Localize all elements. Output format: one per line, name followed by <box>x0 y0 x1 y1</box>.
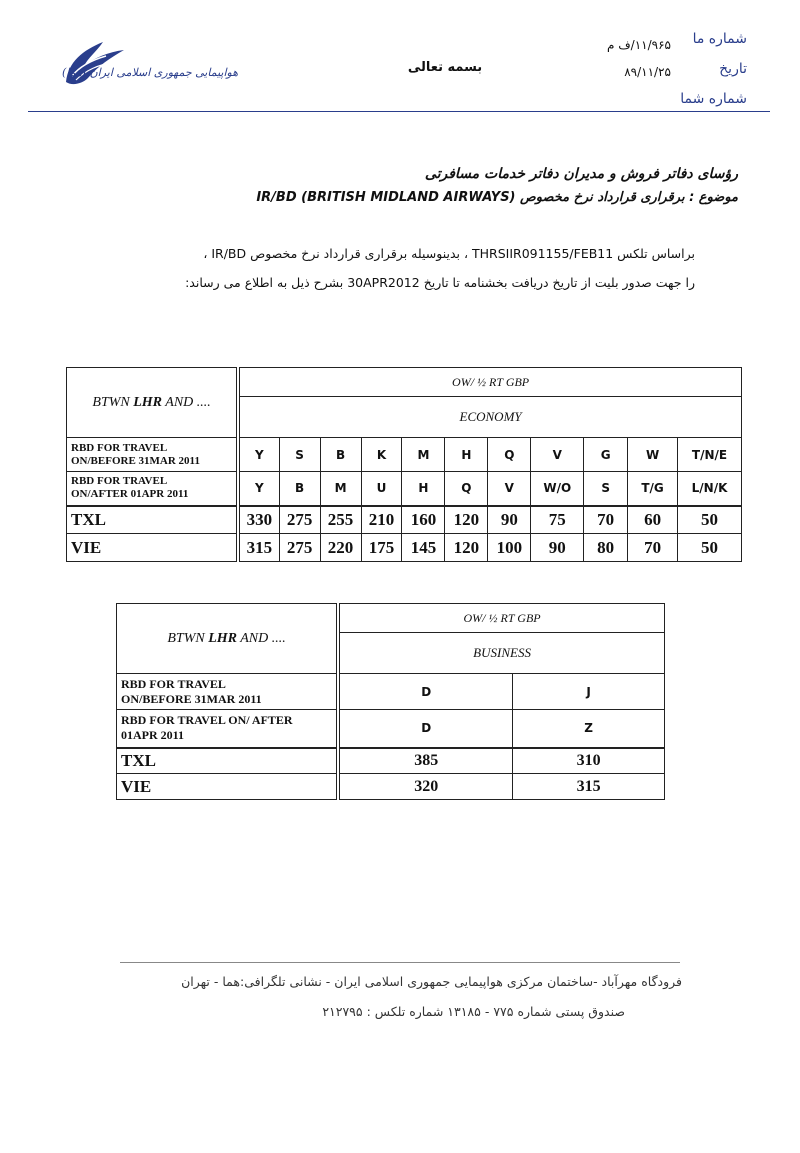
rbd-code: S <box>584 472 628 506</box>
btwn-prefix: BTWN <box>92 394 130 410</box>
fare-cell: 50 <box>678 506 742 534</box>
fare-cell: 120 <box>445 534 488 562</box>
rbd-before-label-line2: ON/BEFORE 31MAR 2011 <box>121 691 262 706</box>
destination-label: TXL <box>67 506 239 534</box>
btwn-suffix: AND .... <box>165 394 211 410</box>
your-number-label: شماره شما <box>680 91 747 107</box>
origin-city: LHR <box>208 630 237 646</box>
fare-basis-header: OW/ ½ RT GBP <box>238 368 741 397</box>
cabin-header: BUSINESS <box>338 633 664 674</box>
rbd-code: Z <box>513 710 665 748</box>
body-paragraph-2: را جهت صدور بلیت از تاریخ دریافت بخشنامه تا تاریخ 30APR2012 بشرح ذیل به اطلاع می رساند: <box>185 275 695 290</box>
rbd-before-row <box>67 438 742 472</box>
body-paragraph-1: براساس تلکس THRSIIR091155/FEB11 ، بدینوسیله برقراری قرارداد نرخ مخصوص IR/BD ، <box>203 246 695 261</box>
rbd-after-label-line1: RBD FOR TRAVEL <box>71 475 168 488</box>
fare-row-vie <box>117 774 665 800</box>
fare-row-txl <box>67 506 742 534</box>
rbd-before-label <box>117 674 339 710</box>
date-label: تاریخ <box>719 61 747 77</box>
rbd-code: B <box>279 472 320 506</box>
fare-row-vie <box>67 534 742 562</box>
rbd-code: H <box>402 472 445 506</box>
rbd-code: B <box>320 438 361 472</box>
business-fare-table <box>116 603 665 800</box>
rbd-code: V <box>531 438 584 472</box>
logo-caption: هواپیمایی جمهوری اسلامی ایران (هما) <box>62 66 238 79</box>
fare-cell: 210 <box>361 506 402 534</box>
fare-cell: 310 <box>513 748 665 774</box>
btwn-suffix: AND .... <box>240 630 286 646</box>
fare-cell: 70 <box>628 534 678 562</box>
rbd-code: S <box>279 438 320 472</box>
rbd-before-row <box>117 674 665 710</box>
basmala: بسمه تعالی <box>407 60 483 75</box>
fare-cell: 120 <box>445 506 488 534</box>
rbd-code: L/N/K <box>678 472 742 506</box>
rbd-after-label-line2: ON/AFTER 01APR 2011 <box>71 488 189 501</box>
homa-logo <box>58 32 238 102</box>
rbd-after-row <box>67 472 742 506</box>
reference-values <box>596 38 671 119</box>
rbd-code: T/N/E <box>678 438 742 472</box>
footer-address: فرودگاه مهرآباد -ساختمان مرکزی هواپیمایی جمهوری اسلامی ایران - نشانی تلگرافی:هما - تهران <box>181 974 682 989</box>
fare-cell: 315 <box>513 774 665 800</box>
rbd-before-label-line2: ON/BEFORE 31MAR 2011 <box>71 454 200 467</box>
fare-cell: 60 <box>628 506 678 534</box>
fare-cell: 80 <box>584 534 628 562</box>
rbd-code: W <box>628 438 678 472</box>
fare-cell: 385 <box>338 748 513 774</box>
destination-label: VIE <box>67 534 239 562</box>
rbd-code: Y <box>238 438 279 472</box>
subject-line: موضوع : برقراری قرارداد نرخ مخصوص IR/BD (BRITISH MIDLAND AIRWAYS) <box>256 190 738 205</box>
ref-number: ۱۱/۹۶۵/ف م <box>606 38 671 52</box>
rbd-code: Y <box>238 472 279 506</box>
fare-cell: 145 <box>402 534 445 562</box>
fare-cell: 175 <box>361 534 402 562</box>
rbd-code: M <box>320 472 361 506</box>
rbd-code: G <box>584 438 628 472</box>
rbd-code: K <box>361 438 402 472</box>
cabin-header: ECONOMY <box>238 397 741 438</box>
reference-labels <box>672 24 747 114</box>
rbd-code: H <box>445 438 488 472</box>
origin-city: LHR <box>133 394 163 410</box>
destination-label: VIE <box>117 774 339 800</box>
rbd-code: V <box>488 472 531 506</box>
fare-cell: 330 <box>238 506 279 534</box>
rbd-code: U <box>361 472 402 506</box>
fare-cell: 275 <box>279 506 320 534</box>
fare-cell: 100 <box>488 534 531 562</box>
rbd-after-label-line2: 01APR 2011 <box>121 728 184 743</box>
homa-bird-logo-icon <box>58 32 128 92</box>
fare-cell: 75 <box>531 506 584 534</box>
header-divider <box>28 111 770 112</box>
rbd-after-row <box>117 710 665 748</box>
fare-cell: 320 <box>338 774 513 800</box>
ref-yours <box>596 92 671 119</box>
rbd-before-label-line1: RBD FOR TRAVEL <box>121 676 226 691</box>
fare-cell: 220 <box>320 534 361 562</box>
addressee: رؤسای دفاتر فروش و مدیران دفاتر خدمات مسافرتی <box>424 166 738 182</box>
fare-row-txl <box>117 748 665 774</box>
our-number-label: شماره ما <box>692 31 747 47</box>
fare-cell: 315 <box>238 534 279 562</box>
rbd-code: J <box>513 674 665 710</box>
fare-cell: 90 <box>488 506 531 534</box>
destination-label: TXL <box>117 748 339 774</box>
rbd-code: D <box>338 674 513 710</box>
rbd-after-label-line1: RBD FOR TRAVEL ON/ AFTER <box>121 713 293 728</box>
fare-cell: 50 <box>678 534 742 562</box>
btwn-prefix: BTWN <box>167 630 205 646</box>
fare-basis-header: OW/ ½ RT GBP <box>338 604 664 633</box>
footer-divider <box>120 962 680 963</box>
rbd-code: M <box>402 438 445 472</box>
route-header <box>117 604 339 674</box>
fare-cell: 90 <box>531 534 584 562</box>
footer-po-box: صندوق پستی شماره ۷۷۵ - ۱۳۱۸۵ شماره تلکس : ۲۱۲۷۹۵ <box>322 1004 625 1019</box>
fare-cell: 70 <box>584 506 628 534</box>
rbd-code: D <box>338 710 513 748</box>
economy-fare-table <box>66 367 742 562</box>
fare-cell: 255 <box>320 506 361 534</box>
rbd-code: T/G <box>628 472 678 506</box>
rbd-code: Q <box>445 472 488 506</box>
rbd-after-label <box>117 710 339 748</box>
rbd-before-label <box>67 438 239 472</box>
route-header <box>67 368 239 438</box>
fare-cell: 275 <box>279 534 320 562</box>
fare-cell: 160 <box>402 506 445 534</box>
rbd-code: Q <box>488 438 531 472</box>
ref-date: ۸۹/۱۱/۲۵ <box>624 65 671 79</box>
rbd-code: W/O <box>531 472 584 506</box>
rbd-after-label <box>67 472 239 506</box>
rbd-before-label-line1: RBD FOR TRAVEL <box>71 441 168 454</box>
